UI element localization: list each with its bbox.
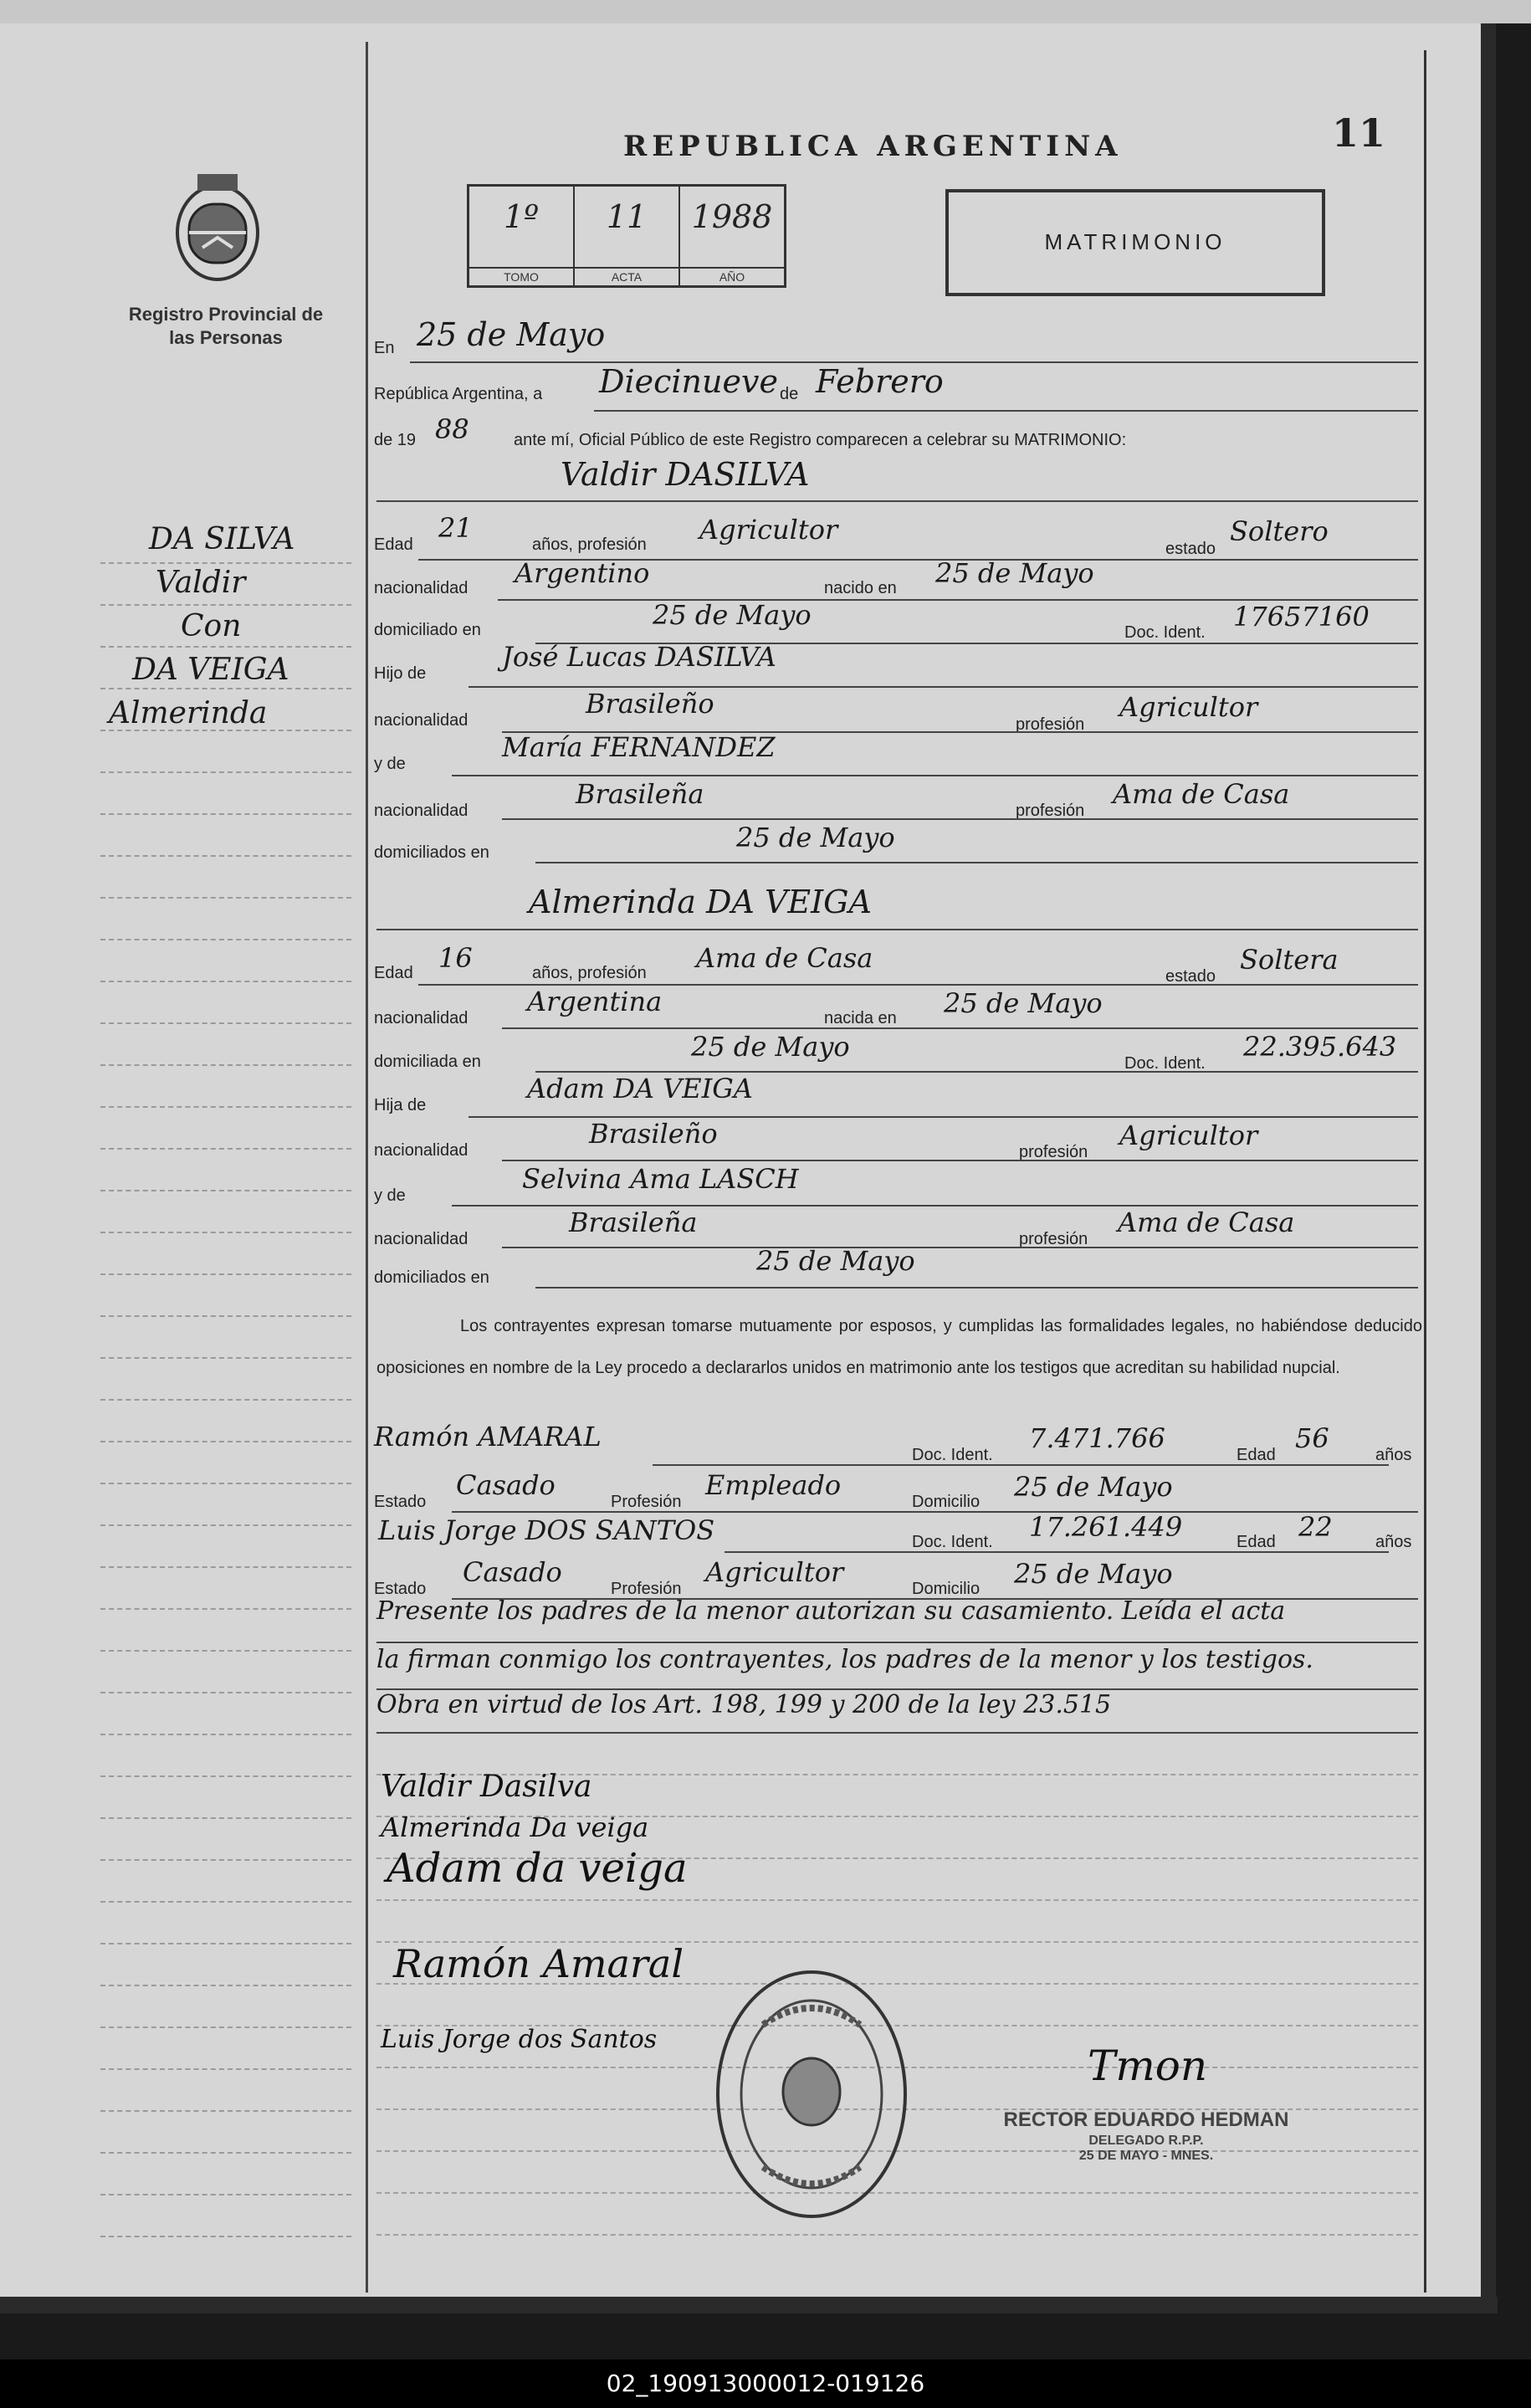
- coat-of-arms-icon: [167, 167, 268, 284]
- rule: [100, 1524, 351, 1526]
- rule: [535, 1287, 1418, 1289]
- domiciliados-label: domiciliados en: [374, 843, 489, 862]
- rule: [100, 2236, 351, 2237]
- tomo-label: TOMO: [469, 267, 573, 285]
- yde-label: y de: [374, 755, 406, 773]
- rule: [502, 1160, 1418, 1161]
- rule: [100, 1483, 351, 1484]
- bride-mother-prof: Ama de Casa: [1118, 1207, 1295, 1238]
- note-line-2: la firman conmigo los contrayentes, los padres de la menor y los testigos.: [376, 1645, 1313, 1674]
- intro-text: ante mí, Oficial Público de este Registro comparecen a celebrar su MATRIMONIO:: [514, 431, 1127, 449]
- edad-label: Edad: [374, 964, 413, 982]
- profesion-label: Profesión: [611, 1580, 682, 1598]
- republica-label: República Argentina, a: [374, 385, 543, 403]
- rule: [100, 813, 351, 815]
- rule: [100, 2026, 351, 2028]
- rule: [502, 1027, 1418, 1029]
- bride-domicile: 25 de Mayo: [691, 1031, 850, 1063]
- signature-officer: Tmon: [1088, 2042, 1208, 2090]
- groom-father: José Lucas DASILVA: [502, 641, 776, 673]
- witness1-profession: Empleado: [705, 1469, 842, 1501]
- margin-note-line-1: DA SILVA: [149, 522, 295, 556]
- witness1-doc: 7.471.766: [1029, 1422, 1165, 1454]
- groom-born: 25 de Mayo: [935, 557, 1094, 589]
- rule: [100, 2110, 351, 2112]
- official-stamp-icon: [713, 1966, 910, 2222]
- domicilio-label: Domicilio: [912, 1580, 981, 1598]
- anos-label: años: [1375, 1446, 1412, 1464]
- rule: [100, 1943, 351, 1944]
- estado-label: Estado: [374, 1580, 427, 1598]
- profesion-label: profesión: [1019, 1230, 1088, 1248]
- rule: [100, 2152, 351, 2154]
- rule: [376, 1642, 1418, 1643]
- witness1-estado: Casado: [456, 1469, 556, 1501]
- witness2-age: 22: [1298, 1511, 1333, 1543]
- rule: [452, 775, 1418, 776]
- country-heading: REPUBLICA ARGENTINA: [623, 130, 1123, 163]
- rule: [100, 646, 351, 648]
- estado-label: estado: [1165, 967, 1216, 986]
- bride-age: 16: [438, 942, 473, 974]
- officer-place: 25 DE MAYO - MNES.: [1078, 2149, 1214, 2163]
- rule: [100, 1817, 351, 1819]
- nacionalidad-label: nacionalidad: [374, 1141, 469, 1160]
- rule: [376, 2234, 1418, 2236]
- witness1-domicile: 25 de Mayo: [1014, 1471, 1173, 1503]
- hijo-label: Hijo de: [374, 664, 427, 683]
- bride-born: 25 de Mayo: [944, 987, 1103, 1019]
- doc-label: Doc. Ident.: [1124, 1054, 1206, 1073]
- rule: [100, 562, 351, 564]
- rule: [100, 1859, 351, 1861]
- rule: [100, 1775, 351, 1777]
- rule: [100, 1985, 351, 1986]
- rule: [452, 1511, 1418, 1513]
- anos-label: años: [1375, 1533, 1412, 1551]
- bride-mother: Selvina Ama LASCH: [522, 1163, 799, 1195]
- rule: [100, 1608, 351, 1610]
- groom-father-prof: Agricultor: [1119, 691, 1258, 723]
- binding-bottom-edge: [0, 2297, 1498, 2313]
- witness1-age: 56: [1295, 1422, 1329, 1454]
- rule: [376, 1899, 1418, 1901]
- nacionalidad-label: nacionalidad: [374, 802, 469, 820]
- acta-value: 11: [606, 198, 648, 235]
- officer-title: DELEGADO R.P.P.: [1088, 2134, 1204, 2148]
- profesion-label: profesión: [1019, 1143, 1088, 1161]
- groom-mother-prof: Ama de Casa: [1113, 778, 1290, 810]
- witness2-domicile: 25 de Mayo: [1014, 1558, 1173, 1590]
- rule: [100, 1399, 351, 1401]
- profesion-label: profesión: [1016, 715, 1085, 734]
- bride-nationality: Argentina: [527, 986, 663, 1017]
- witness2-doc: 17.261.449: [1029, 1511, 1183, 1543]
- witness2-name: Luis Jorge DOS SANTOS: [378, 1514, 715, 1546]
- rule: [100, 1734, 351, 1735]
- witness2-profession: Agricultor: [705, 1556, 844, 1588]
- intro-day: Diecinueve: [599, 363, 778, 400]
- rule: [100, 604, 351, 606]
- domicilio-label: Domicilio: [912, 1493, 981, 1511]
- rule: [100, 1357, 351, 1359]
- profesion-label: Profesión: [611, 1493, 682, 1511]
- note-line-1: Presente los padres de la menor autorizan su casamiento. Leída el acta: [376, 1596, 1286, 1626]
- document-type-box: [945, 189, 1325, 296]
- en-label: En: [374, 339, 395, 357]
- right-margin-rule: [1424, 50, 1426, 2293]
- signature-witness1: Ramón Amaral: [393, 1941, 684, 1986]
- rule: [100, 1106, 351, 1108]
- rule: [100, 897, 351, 899]
- rule: [376, 500, 1418, 502]
- bride-estado: Soltera: [1240, 944, 1339, 976]
- estado-label: Estado: [374, 1493, 427, 1511]
- domicilio-label: domiciliada en: [374, 1053, 481, 1071]
- de-label: de: [780, 385, 799, 403]
- rule: [100, 1022, 351, 1024]
- rule: [100, 688, 351, 689]
- groom-mother: María FERNANDEZ: [502, 731, 776, 763]
- rule: [100, 2194, 351, 2195]
- yde-label: y de: [374, 1186, 406, 1205]
- rule: [535, 862, 1418, 863]
- scan-top-edge: [0, 0, 1531, 23]
- acta-label: ACTA: [575, 267, 678, 285]
- acta-reference-box: [467, 184, 786, 288]
- rule: [100, 1190, 351, 1191]
- margin-note-line-5: Almerinda: [109, 696, 268, 730]
- rule: [100, 1692, 351, 1693]
- ano-cell: [680, 187, 784, 285]
- note-line-3: Obra en virtud de los Art. 198, 199 y 200 de la ley 23.515: [376, 1690, 1112, 1719]
- officer-name: RECTOR EDUARDO HEDMAN: [1003, 2108, 1289, 2131]
- rule: [502, 1247, 1418, 1248]
- margin-note-line-3: Con: [181, 609, 242, 643]
- tomo-value: 1º: [503, 198, 540, 235]
- witness1-name: Ramón AMARAL: [374, 1421, 602, 1452]
- ano-value: 1988: [691, 198, 773, 235]
- signature-bride-father: Adam da veiga: [387, 1845, 688, 1892]
- rule: [100, 2068, 351, 2070]
- rule: [100, 939, 351, 940]
- rule: [100, 1901, 351, 1903]
- profesion-label: profesión: [1016, 802, 1085, 820]
- nacionalidad-label: nacionalidad: [374, 1230, 469, 1248]
- estado-label: estado: [1165, 540, 1216, 558]
- groom-profession: Agricultor: [699, 514, 838, 546]
- rule: [100, 771, 351, 773]
- signature-bride: Almerinda Da veiga: [381, 1811, 649, 1843]
- rule: [725, 1551, 1389, 1553]
- groom-mother-nat: Brasileña: [576, 778, 704, 810]
- nacionalidad-label: nacionalidad: [374, 711, 469, 730]
- groom-doc: 17657160: [1233, 601, 1370, 633]
- rule: [100, 1566, 351, 1568]
- intro-place: 25 de Mayo: [417, 316, 606, 353]
- rule: [502, 818, 1418, 820]
- groom-age: 21: [438, 512, 473, 544]
- rule: [100, 1441, 351, 1442]
- document-id: 02_190913000012-019126: [606, 2370, 925, 2397]
- witness2-estado: Casado: [463, 1556, 562, 1588]
- intro-month: Febrero: [816, 363, 944, 400]
- nacionalidad-label: nacionalidad: [374, 579, 469, 597]
- edad-label: Edad: [374, 535, 413, 554]
- binding-right-edge: [1481, 23, 1496, 2312]
- bride-doc: 22.395.643: [1243, 1031, 1397, 1063]
- domicilio-label: domiciliado en: [374, 621, 481, 639]
- bride-profession: Ama de Casa: [696, 942, 873, 974]
- year-prefix: de 19: [374, 431, 417, 449]
- rule: [100, 981, 351, 982]
- margin-note-line-2: Valdir: [156, 566, 246, 600]
- rule: [376, 929, 1418, 930]
- groom-nationality: Argentino: [515, 557, 650, 589]
- ano-label: AÑO: [680, 267, 784, 285]
- domiciliados-label: domiciliados en: [374, 1268, 489, 1287]
- bride-father: Adam DA VEIGA: [527, 1073, 753, 1104]
- rule: [100, 855, 351, 857]
- document-type: MATRIMONIO: [1044, 229, 1226, 254]
- rule: [100, 1315, 351, 1317]
- signature-groom: Valdir Dasilva: [381, 1770, 592, 1804]
- rule: [100, 1650, 351, 1652]
- groom-domicile: 25 de Mayo: [653, 599, 812, 631]
- registry-name: Registro Provincial de las Personas: [128, 304, 324, 348]
- doc-label: Doc. Ident.: [912, 1533, 993, 1551]
- page-number: 11: [1332, 110, 1386, 156]
- rule: [653, 1464, 1389, 1466]
- bride-parents-domicile: 25 de Mayo: [756, 1245, 915, 1277]
- edad-label: Edad: [1237, 1533, 1276, 1551]
- nacionalidad-label: nacionalidad: [374, 1009, 469, 1027]
- edad-label: Edad: [1237, 1446, 1276, 1464]
- rule: [376, 1732, 1418, 1734]
- profesion-label: años, profesión: [532, 964, 647, 982]
- doc-label: Doc. Ident.: [1124, 623, 1206, 642]
- rule: [100, 1064, 351, 1066]
- rule: [100, 1232, 351, 1233]
- groom-parents-domicile: 25 de Mayo: [736, 822, 895, 853]
- groom-name: Valdir DASILVA: [561, 456, 810, 493]
- margin-divider: [366, 42, 368, 2293]
- groom-father-nat: Brasileño: [586, 688, 714, 720]
- bride-father-prof: Agricultor: [1119, 1119, 1258, 1151]
- tomo-cell: [469, 187, 575, 285]
- rule: [594, 410, 1418, 412]
- margin-note-line-4: DA VEIGA: [132, 653, 289, 687]
- nacido-label: nacido en: [824, 579, 897, 597]
- groom-estado: Soltero: [1230, 515, 1329, 547]
- hija-label: Hija de: [374, 1096, 427, 1114]
- nacida-label: nacida en: [824, 1009, 897, 1027]
- declaration-text: Los contrayentes expresan tomarse mutuamente por esposos, y cumplidas las formalidades legales, no habiéndose deducido oposiciones en nombre de la Ley procedo a declararlos unidos en matrimonio ante los testigos que acreditan su habilidad nupcial.: [376, 1317, 1422, 1377]
- year-suffix: 88: [435, 413, 469, 445]
- acta-cell: [575, 187, 680, 285]
- bride-name: Almerinda DA VEIGA: [529, 884, 872, 920]
- bride-father-nat: Brasileño: [589, 1118, 718, 1150]
- rule: [100, 1273, 351, 1275]
- officer-block: [962, 2108, 1330, 2164]
- doc-label: Doc. Ident.: [912, 1446, 993, 1464]
- profesion-label: años, profesión: [532, 535, 647, 554]
- bride-mother-nat: Brasileña: [569, 1207, 698, 1238]
- rule: [100, 1148, 351, 1150]
- signature-witness2: Luis Jorge dos Santos: [381, 2025, 658, 2054]
